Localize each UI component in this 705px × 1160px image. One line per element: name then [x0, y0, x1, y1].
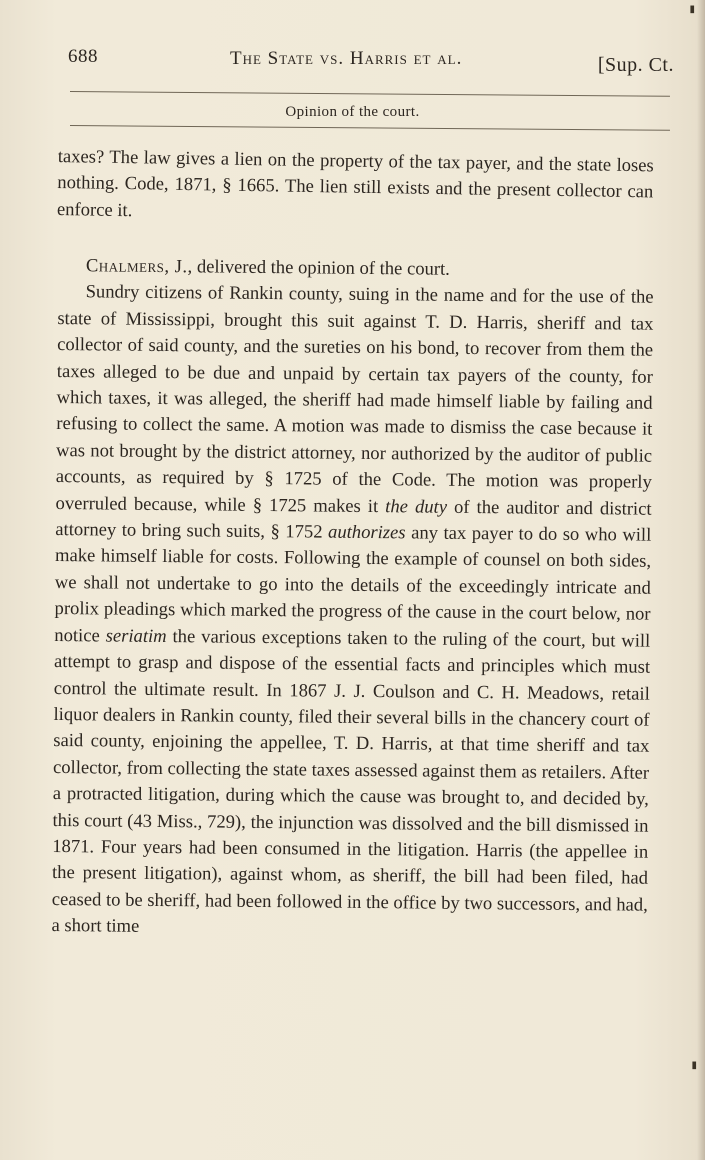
argument-text: taxes? The law gives a lien on the property of the tax payer, and the state loses nothing. Code, 1871, § 1665. The lien still exists and the present collector can enforce it.	[56, 145, 654, 221]
emphasis-text: the duty	[385, 496, 448, 518]
opinion-text-part: any tax payer to do so who will make himself liable for costs. Following the example of counsel on both sides, we shall not undertake to go into the details of the exceedingly intricate and prolix pleadings which marked the progress of the cause in the court below, nor notice	[54, 522, 652, 647]
margin-tick-mark: ▮	[689, 4, 695, 15]
opinion-text-part: of the auditor and district attorney to bring such suits, § 1752	[55, 496, 652, 543]
running-head	[68, 46, 680, 86]
opinion-text-part: the various exceptions taken to the ruling of the court, but will attempt to grasp and dispose of the essential facts and principles which must control the ultimate result. In 1867 J. J. Coulson and C. H. Meadows, retail liquor dealers in Rankin county, filed their several bills in the chancery court of said county, enjoining the appellee, T. D. Harris, at that time sheriff and tax collector, from collecting the state taxes assessed against them as retailers. After a protracted litigation, during which the cause was brought to, and decided by, this court (43 Miss., 729), the injunction was dissolved and the bill dismissed in 1871. Four years had been consumed in the litigation. Harris (the appellee in the present litigation), against whom, as sheriff, the bill had been filed, had ceased to be sheriff, had been followed in the office by two successors, and had, a short time	[51, 625, 651, 938]
court-reference: [Sup. Ct.	[597, 54, 674, 76]
header-rule-bottom	[70, 125, 670, 131]
opinion-paragraph	[51, 253, 654, 945]
page-number: 688	[68, 46, 98, 67]
emphasis-text: authorizes	[327, 521, 406, 544]
opinion-author: Chalmers, J.	[85, 255, 188, 278]
argument-continuation	[57, 144, 654, 233]
section-subhead: Opinion of the court.	[285, 104, 420, 120]
opinion-intro: , delivered the opinion of the court.	[187, 256, 450, 280]
header-rule-top	[70, 91, 670, 97]
body-text	[51, 144, 654, 940]
emphasis-text: seriatim	[105, 625, 167, 647]
margin-tick-mark: ▮	[691, 1060, 697, 1071]
page-edge-shadow	[697, 0, 705, 1160]
opinion-text-part: Sundry citizens of Rankin county, suing in the name and for the use of the state of Mississippi, brought this suit against T. D. Harris, sheriff and tax collector of said county, and the sureties on his bond, to recover from them the taxes alleged to be due and unpaid by certain tax payers of the county, for which taxes, it was alleged, the sheriff had made himself liable by failing and refusing to collect the same. A motion was made to dismiss the case because it was not brought by the district attorney, nor authorized by the auditor of public accounts, as required by § 1725 of the Code. The motion was properly overruled because, while § 1725 makes it	[55, 281, 654, 518]
running-title: The State vs. Harris et al.	[230, 48, 463, 69]
